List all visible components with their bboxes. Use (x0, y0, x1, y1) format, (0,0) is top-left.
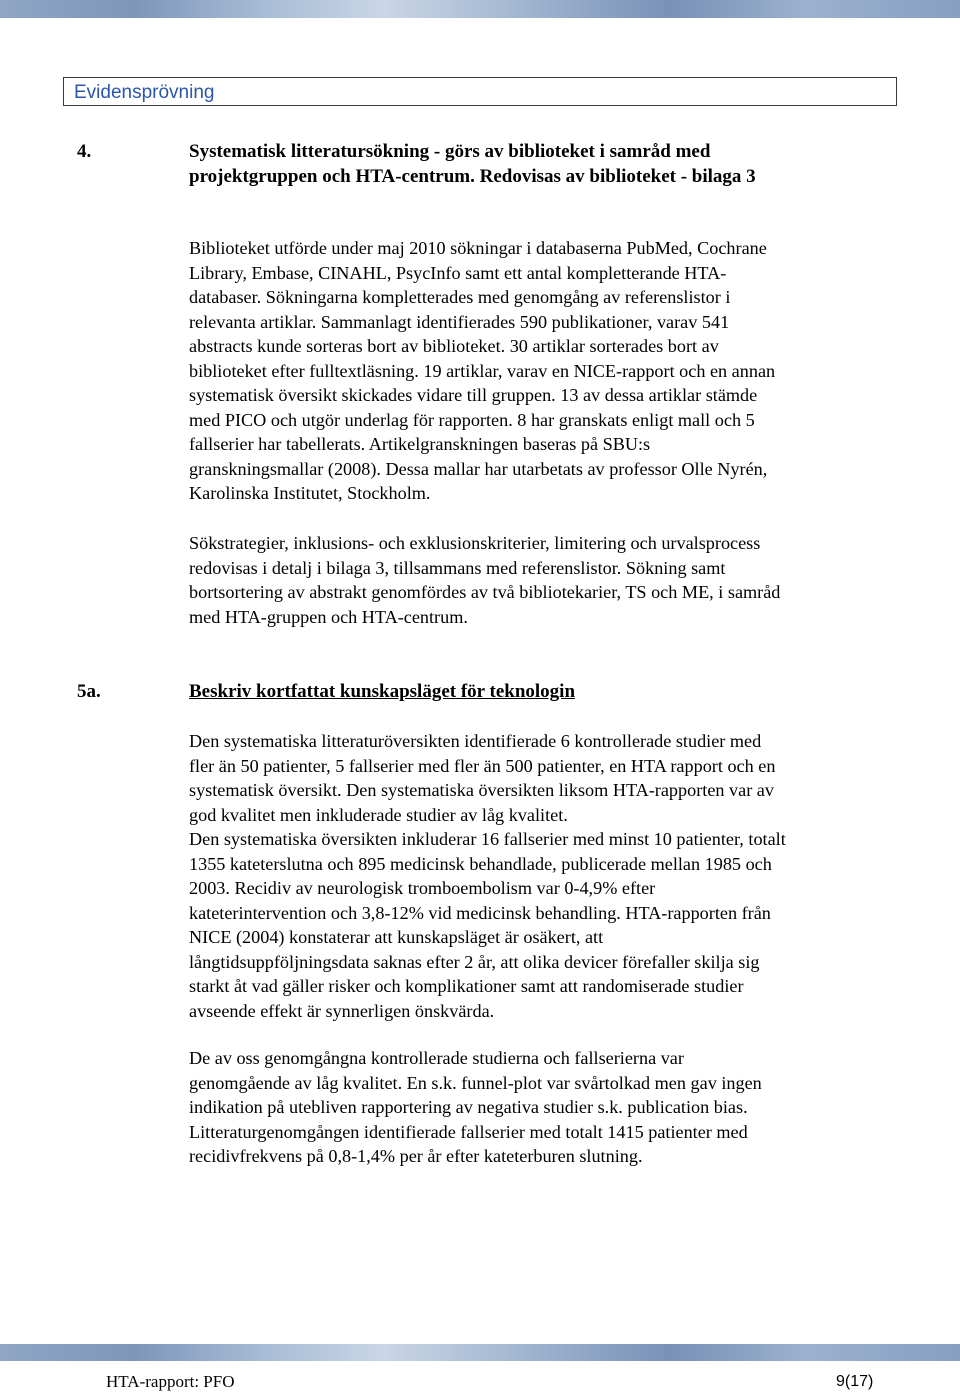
text-line: redovisas i detalj i bilaga 3, tillsammans med referenslistor. Sökning samt (189, 557, 726, 578)
text-line: abstracts kunde sorteras bort av biblioteket. 30 artiklar sorterades bort av (189, 336, 719, 356)
bottom-decorative-band (0, 1344, 960, 1361)
text-line: Biblioteket utförde under maj 2010 sökningar i databaserna PubMed, Cochrane (189, 238, 767, 258)
text-line: fallserier har tabellerats. Artikelgranskningen baseras på SBU:s (189, 434, 651, 454)
text-line: med HTA-gruppen och HTA-centrum. (189, 606, 468, 627)
text-line: fler än 50 patienter, 5 fallserier med fler än 500 patienter, en HTA rapport och en (189, 755, 776, 776)
text-line: De av oss genomgångna kontrollerade studierna och fallserierna var (189, 1048, 684, 1068)
text-line: NICE (2004) konstaterar att kunskapsläget är osäkert, att (189, 927, 604, 947)
text-line: med PICO och utgör underlag för rapporten. 8 har granskats enligt mall och 5 (189, 409, 755, 430)
text-line: kateterintervention och 3,8-12% vid medicinsk behandling. HTA-rapporten från (189, 902, 771, 923)
section-5a-paragraph-1 (189, 729, 894, 1023)
section-header-title: Evidensprövning (74, 82, 215, 103)
text-line: relevanta artiklar. Sammanlagt identifierades 590 publikationer, varav 541 (189, 311, 730, 332)
text-line: systematisk översikt. Den systematiska översikten liksom HTA-rapporten var av (189, 780, 774, 800)
text-line: recidivfrekvens på 0,8-1,4% per år efter kateterburen slutning. (189, 1146, 643, 1166)
text-line: databaser. Sökningarna kompletterades med genomgång av referenslistor i (189, 287, 731, 307)
footer-report-name: HTA-rapport: PFO (106, 1372, 235, 1391)
text-line: granskningsmallar (2008). Dessa mallar har utarbetats av professor Olle Nyrén, (189, 458, 768, 479)
text-line: Sökstrategier, inklusions- och exklusionskriterier, limitering och urvalsprocess (189, 533, 761, 553)
text-line: 1355 kateterslutna och 895 medicinsk behandlade, publicerade mellan 1985 och (189, 853, 772, 874)
text-line: indikation på utebliven rapportering av negativa studier s.k. publication bias. (189, 1097, 748, 1117)
text-line: systematisk översikt skickades vidare till gruppen. 13 av dessa artiklar stämde (189, 385, 758, 405)
section-header (63, 77, 897, 106)
text-line: Library, Embase, CINAHL, PsycInfo samt ett antal kompletterande HTA- (189, 262, 727, 283)
text-line: Den systematiska översikten inkluderar 16 fallserier med minst 10 patienter, totalt (189, 829, 786, 849)
section-4-title (189, 140, 889, 189)
text-line: god kvalitet men inkluderade studier av låg kvalitet. (189, 804, 568, 825)
text-line: Litteraturgenomgången identifierade fallserier med totalt 1415 patienter med (189, 1121, 748, 1142)
section-4-number: 4. (77, 141, 92, 162)
text-line: 2003. Recidiv av neurologisk tromboembolism var 0-4,9% efter (189, 878, 656, 898)
text-line: starkt åt vad gäller risker och komplikationer samt att randomiserade studier (189, 976, 744, 996)
text-line: bortsortering av abstrakt genomfördes av två bibliotekarier, TS och ME, i samråd (189, 582, 781, 602)
section-4-paragraph-2 (189, 531, 894, 629)
text-line: Den systematiska litteraturöversikten identifierade 6 kontrollerade studier med (189, 731, 762, 751)
text-line: biblioteket efter fulltextläsning. 19 artiklar, varav en NICE-rapport och en annan (189, 360, 776, 381)
text-line: Karolinska Institutet, Stockholm. (189, 483, 431, 503)
section-5a-title: Beskriv kortfattat kunskapsläget för teknologin (189, 681, 576, 702)
text-line: avseende effekt är synnerligen önskvärda. (189, 1000, 495, 1021)
text-line: långtidsuppföljningsdata saknas efter 2 år, att olika devicer förefaller skilja sig (189, 951, 760, 972)
section-4-title-line: Systematisk litteratursökning - görs av biblioteket i samråd med (189, 141, 711, 162)
top-decorative-band (0, 0, 960, 18)
section-4-title-line: projektgruppen och HTA-centrum. Redovisas av biblioteket - bilaga 3 (189, 165, 756, 187)
text-line: genomgående av låg kvalitet. En s.k. funnel-plot var svårtolkad men gav ingen (189, 1072, 762, 1093)
section-5a-paragraph-2 (189, 1046, 894, 1169)
section-4-paragraph-1 (189, 236, 894, 506)
section-5a-number: 5a. (77, 681, 101, 702)
footer-page-number: 9(17) (836, 1373, 874, 1390)
